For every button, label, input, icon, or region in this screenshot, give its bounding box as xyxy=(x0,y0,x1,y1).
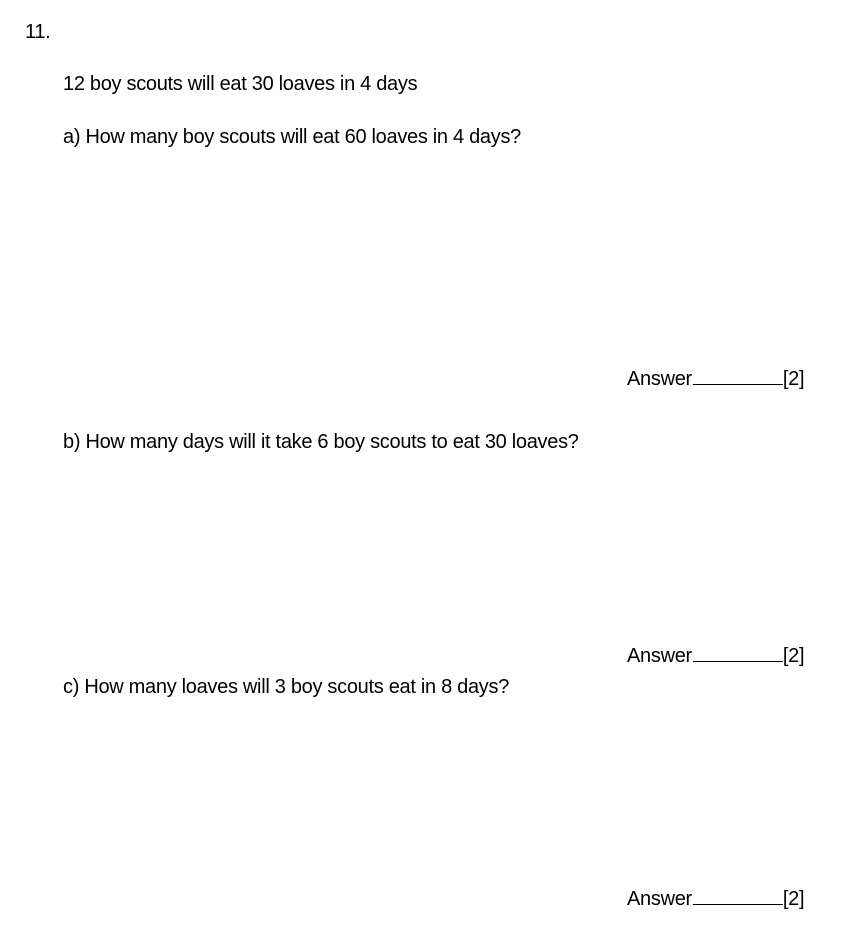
marks-badge: [2] xyxy=(782,888,805,910)
question-number: 11. xyxy=(25,21,51,43)
question-part-a: a) How many boy scouts will eat 60 loaves in 4 days? xyxy=(63,126,521,148)
question-part-b: b) How many days will it take 6 boy scouts to eat 30 loaves? xyxy=(63,431,579,453)
answer-label: Answer xyxy=(627,645,692,667)
question-stem: 12 boy scouts will eat 30 loaves in 4 days xyxy=(63,73,418,95)
answer-label: Answer xyxy=(627,368,692,390)
question-part-c: c) How many loaves will 3 boy scouts eat in 8 days? xyxy=(63,676,510,698)
answer-line-a xyxy=(627,366,804,391)
marks-badge: [2] xyxy=(782,645,805,667)
answer-blank[interactable] xyxy=(693,366,783,385)
answer-blank[interactable] xyxy=(693,886,783,905)
marks-badge: [2] xyxy=(782,368,805,390)
answer-blank[interactable] xyxy=(693,643,783,662)
answer-line-c xyxy=(627,886,804,911)
answer-label: Answer xyxy=(627,888,692,910)
answer-line-b xyxy=(627,643,804,668)
